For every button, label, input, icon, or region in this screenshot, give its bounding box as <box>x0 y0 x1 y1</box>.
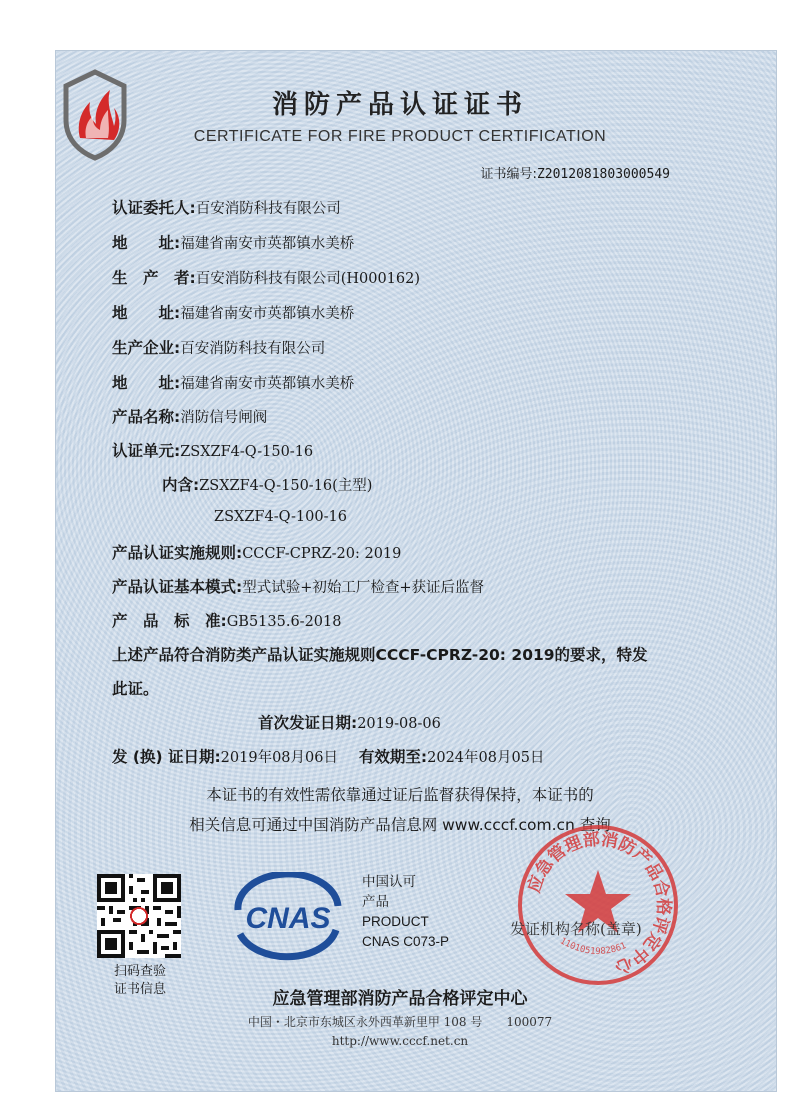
cnas-line-3: PRODUCT <box>362 914 429 929</box>
contains-row <box>162 473 372 495</box>
mode-value: 型式试验+初始工厂检查+获证后监督 <box>242 580 485 596</box>
first-issue-label: 首次发证日期: <box>258 714 358 732</box>
unit-label: 认证单元: <box>112 442 181 460</box>
seal-serial: 1101051982861 <box>558 936 628 958</box>
first-issue-value: 2019-08-06 <box>357 716 441 732</box>
product-name-value: 消防信号闸阀 <box>180 410 268 426</box>
statement-line-2: 此证。 <box>112 680 159 698</box>
contains-row-2 <box>214 507 347 525</box>
title-cn: 消防产品认证证书 <box>271 90 528 120</box>
issue-row <box>112 745 544 767</box>
notice-line-2: 相关信息可通过中国消防产品信息网 www.cccf.com.cn 查询 <box>189 816 611 834</box>
contains-value-main: ZSXZF4-Q-150-16(主型) <box>199 478 373 494</box>
cnas-logo <box>228 872 348 962</box>
qr-code[interactable] <box>97 874 181 958</box>
cnas-line-1: 中国认可 <box>362 874 416 889</box>
address-row-3 <box>112 371 354 393</box>
rule-value: CCCF-CPRZ-20: 2019 <box>242 546 402 562</box>
standard-value: GB5135.6-2018 <box>226 614 342 630</box>
address-label: 地 址: <box>112 234 181 252</box>
rule-row <box>112 541 401 563</box>
manufacturer-row <box>112 266 420 288</box>
cnas-accreditation <box>362 872 492 952</box>
statement-line-1: 上述产品符合消防类产品认证实施规则CCCF-CPRZ-20: 2019的要求，特发 <box>112 646 648 664</box>
applicant-row <box>112 196 341 218</box>
official-seal <box>513 820 683 990</box>
qr-caption-line-2: 证书信息 <box>113 982 166 997</box>
product-name-row <box>112 405 267 427</box>
contains-value-2: ZSXZF4-Q-100-16 <box>214 509 347 525</box>
factory-row <box>112 336 325 358</box>
cnas-logo-text: CNAS <box>245 902 331 935</box>
organization-website[interactable]: http://www.cccf.net.cn <box>331 1034 469 1048</box>
standard-label: 产 品 标 准: <box>112 612 227 630</box>
address-label: 地 址: <box>112 304 181 322</box>
valid-value: 2024年08月05日 <box>427 750 545 766</box>
qr-caption-line-1: 扫码查验 <box>113 964 166 979</box>
applicant-label: 认证委托人: <box>112 199 196 217</box>
mode-row <box>112 575 484 597</box>
applicant-value: 百安消防科技有限公司 <box>195 201 341 217</box>
cert-number-value: Z2012081803000549 <box>536 167 670 182</box>
issuing-organization: 应急管理部消防产品合格评定中心 <box>272 989 528 1009</box>
address-value: 福建省南安市英都镇水美桥 <box>180 236 355 252</box>
unit-row <box>112 439 313 461</box>
manufacturer-value: 百安消防科技有限公司(H000162) <box>195 271 421 287</box>
cnas-line-2: 产品 <box>362 894 389 909</box>
valid-label: 有效期至: <box>358 748 428 766</box>
notice-line-1: 本证书的有效性需依靠通过证后监督获得保持，本证书的 <box>206 786 594 804</box>
cert-number <box>481 163 670 182</box>
issuer-label: 发证机构名称(盖章) <box>510 920 642 938</box>
factory-value: 百安消防科技有限公司 <box>180 341 326 357</box>
address-label: 地 址: <box>112 374 181 392</box>
issue-value: 2019年08月06日 <box>220 750 338 766</box>
svg-text:1101051982861 <box>558 936 628 957</box>
address-row-1 <box>112 231 354 253</box>
address-row-2 <box>112 301 354 323</box>
factory-label: 生产企业: <box>112 339 181 357</box>
first-issue-row <box>258 711 441 733</box>
mode-label: 产品认证基本模式: <box>112 578 243 596</box>
organization-address: 中国・北京市东城区永外西革新里甲 108 号 100077 <box>247 1015 553 1029</box>
manufacturer-label: 生 产 者: <box>112 269 196 287</box>
product-name-label: 产品名称: <box>112 408 181 426</box>
cert-number-label: 证书编号: <box>480 167 537 182</box>
rule-label: 产品认证实施规则: <box>112 544 243 562</box>
address-value: 福建省南安市英都镇水美桥 <box>180 376 355 392</box>
unit-value: ZSXZF4-Q-150-16 <box>180 444 314 460</box>
standard-row <box>112 609 341 631</box>
contains-label: 内含: <box>162 476 200 494</box>
address-value: 福建省南安市英都镇水美桥 <box>180 306 355 322</box>
cnas-line-4: CNAS C073-P <box>362 934 450 949</box>
issue-label: 发 (换) 证日期: <box>112 748 221 766</box>
seal-ring-text: 应急管理部消防产品合格评定中心 <box>524 829 674 978</box>
title-en: CERTIFICATE FOR FIRE PRODUCT CERTIFICATION <box>193 128 607 145</box>
